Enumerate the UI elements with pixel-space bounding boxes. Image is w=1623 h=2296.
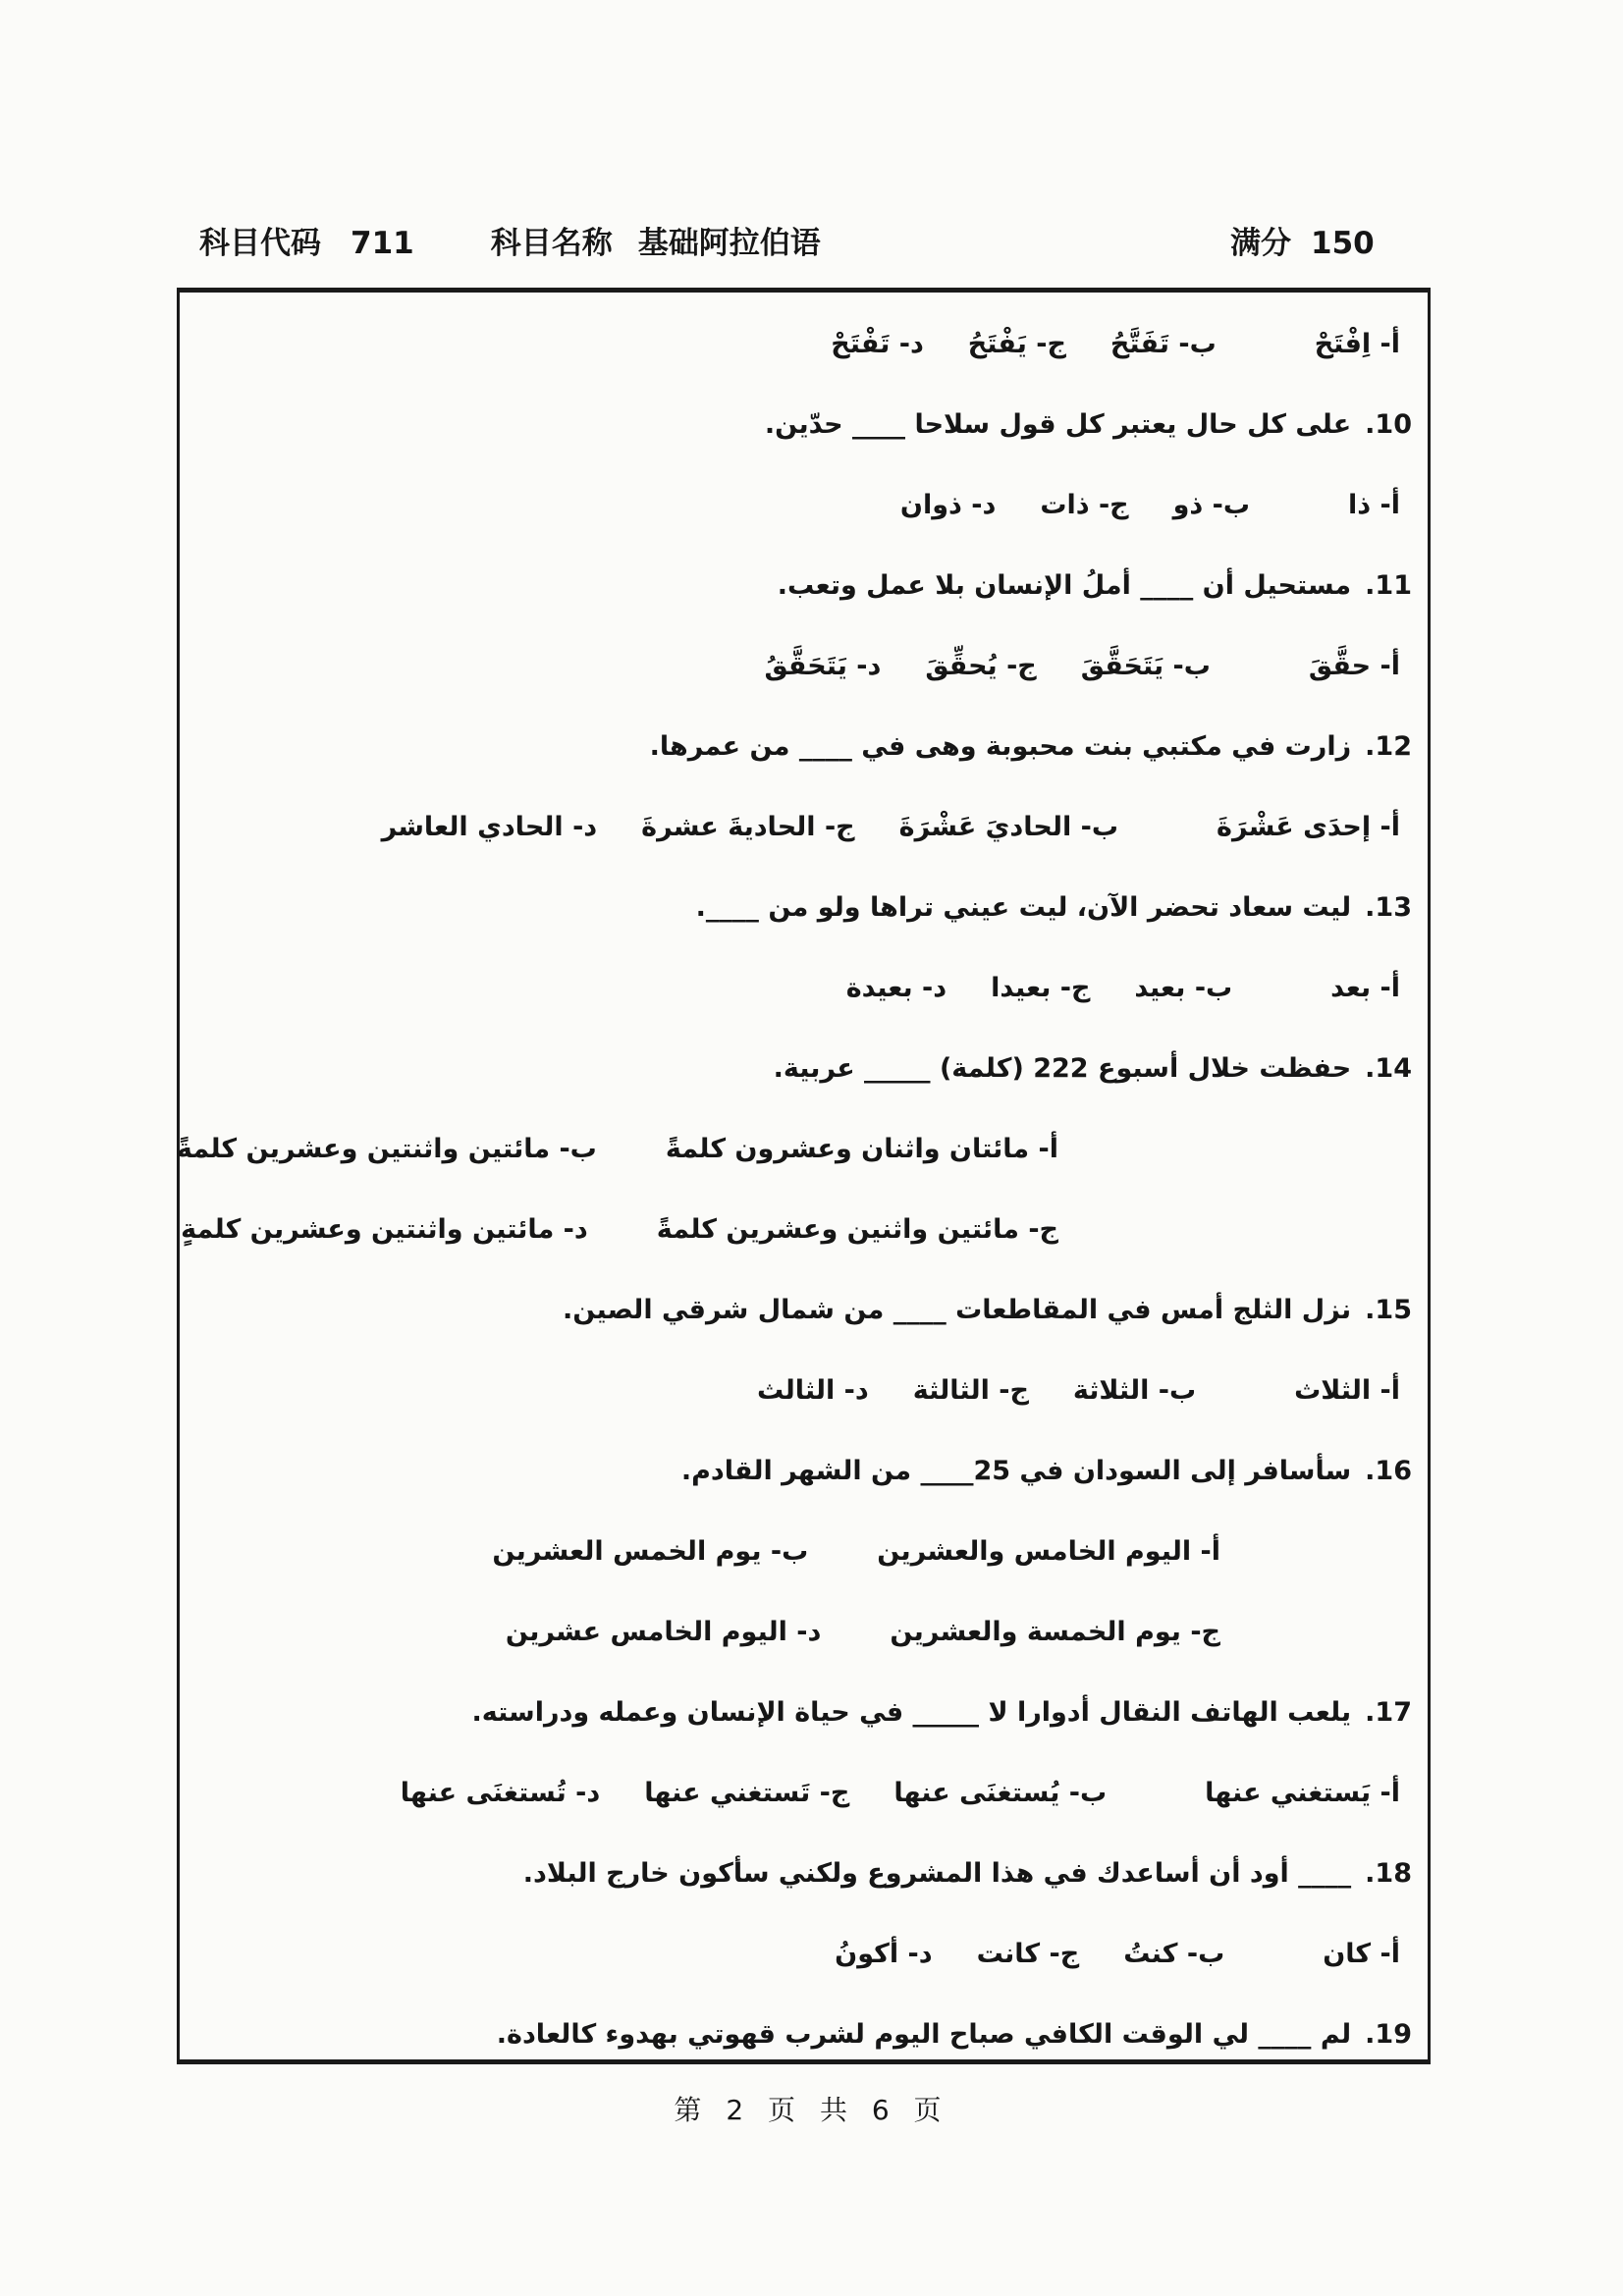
option-b: ب- مائتين واثنتين وعشرين كلمةً [176,1134,597,1164]
question-18-options-row [195,1934,1412,1975]
option-c: ج- مائتين واثنين وعشرين كلمةً [656,1214,1058,1245]
option-b: ب- كنتُ [1123,1939,1225,1969]
question-text: ____ أود أن أساعدك في هذا المشروع ولكني سأكون خارج البلاد. [522,1858,1352,1889]
question-15-options-row [195,1370,1412,1412]
question-text: حفظت خلال أسبوع 222 (كلمة) _____ عربية. [773,1053,1352,1084]
question-text: سأسافر إلى السودان في 25____ من الشهر القادم. [680,1456,1352,1486]
question-number: 10. [1365,409,1412,440]
option-c: ج- يوم الخمسة والعشرين [890,1617,1220,1647]
option-c: ج- الثالثة [912,1375,1029,1406]
question-number: 11. [1365,570,1412,601]
question-14-options-row-2 [181,1209,1412,1251]
option-b: ب- يَتَحَقَّقَ [1080,651,1211,681]
question-16-options-row-2 [195,1612,1412,1653]
page-footer [0,2089,1623,2128]
question-text: لم ____ لي الوقت الكافي صباح اليوم لشرب قهوتي بهدوء كالعادة. [496,2019,1352,2050]
subject-name-value: 基础阿拉伯语 [637,226,821,261]
question-17-options-row [195,1773,1412,1814]
full-score-value: 150 [1311,226,1375,261]
option-b: ب- الحاديَ عَشْرَةَ [898,812,1119,842]
option-b: ب- ذو [1172,490,1251,520]
option-b: ب- الثلاثة [1072,1375,1197,1406]
option-d: د- اليوم الخامس عشرين [505,1617,822,1647]
question-12-stem [195,726,1412,768]
question-number: 14. [1365,1053,1412,1084]
option-a: أ- كان [1323,1939,1400,1969]
question-text: على كل حال يعتبر كل قول سلاحا ____ حدّين. [764,409,1352,440]
question-11-stem [195,565,1412,607]
option-a: أ- اِفْتَحْ [1314,329,1400,359]
question-16-options-row-1 [195,1531,1412,1573]
question-15-stem [195,1290,1412,1331]
subject-code-label: 科目代码 [199,226,321,261]
option-b: ب- يوم الخمس العشرين [492,1536,809,1567]
question-17-stem [195,1692,1412,1734]
subject-code-value: 711 [351,226,414,261]
question-number: 18. [1365,1858,1412,1889]
question-text: زارت في مكتبي بنت محبوبة وهى في ____ من عمرها. [649,731,1352,762]
option-a: أ- اليوم الخامس والعشرين [877,1536,1220,1567]
question-13-stem [195,887,1412,929]
full-score-label: 满分 [1230,226,1291,261]
option-c: ج- الحاديةَ عشرةَ [641,812,855,842]
option-c: ج- ذات [1040,490,1129,520]
question-14-stem [195,1048,1412,1090]
question-13-options-row [195,968,1412,1009]
question-box [177,288,1431,2064]
question-11-options-row [195,646,1412,687]
page-header [0,218,1623,267]
option-d: د- الحادي العاشر [381,812,598,842]
option-d: د- ذوان [899,490,997,520]
page-indicator: 第 2 页 共 6 页 [674,2094,949,2126]
option-b: ب- بعيد [1134,973,1233,1003]
option-d: د- أكونُ [835,1939,933,1969]
question-text: يلعب الهاتف النقال أدوارا لا _____ في حياة الإنسان وعمله ودراسته. [471,1697,1352,1728]
option-d: د- تُستغنَى عنها [400,1778,601,1808]
question-18-stem [195,1853,1412,1895]
option-a: أ- حقَّقَ [1308,651,1400,681]
question-10-options-row [195,485,1412,526]
question-10-stem [195,404,1412,446]
option-a: أ- بعد [1330,973,1400,1003]
question-text: مستحيل أن ____ أملُ الإنسان بلا عمل وتعب. [777,570,1352,601]
question-number: 16. [1365,1456,1412,1486]
option-d: د- تَفْتَحْ [831,329,924,359]
question-number: 12. [1365,731,1412,762]
question-number: 19. [1365,2019,1412,2050]
option-d: د- بعيدة [845,973,947,1003]
option-a: أ- ذا [1348,490,1400,520]
question-16-stem [195,1451,1412,1492]
question-12-options-row [195,807,1412,848]
option-b: ب- تَفَتَّحُ [1109,329,1217,359]
question-19-stem [195,2014,1412,2056]
option-c: ج- بعيدا [991,973,1091,1003]
subject-name-label: 科目名称 [490,226,613,261]
option-c: ج- تَستغني عنها [644,1778,850,1808]
question-text: نزل الثلج أمس في المقاطعات ____ من شمال شرقي الصين. [563,1295,1352,1325]
subject-info [199,218,821,262]
option-b: ب- يُستغنَى عنها [893,1778,1108,1808]
option-d: د- يَتَحَقَّقُ [764,651,882,681]
option-c: ج- يَفْتَحُ [967,329,1066,359]
option-a: أ- يَستغني عنها [1205,1778,1400,1808]
option-c: ج- يُحقِّقَ [925,651,1037,681]
question-number: 15. [1365,1295,1412,1325]
option-d: د- الثالث [757,1375,869,1406]
option-a: أ- إحدَى عَشْرَةَ [1217,812,1400,842]
question-number: 13. [1365,892,1412,923]
question-number: 17. [1365,1697,1412,1728]
option-a: أ- مائتان واثنان وعشرون كلمةً [665,1134,1058,1164]
question-14-options-row-1 [176,1129,1412,1170]
question-9-options-row [195,324,1412,365]
option-c: ج- كانت [976,1939,1080,1969]
option-d: د- مائتين واثنتين وعشرين كلمةٍ [181,1214,588,1245]
question-text: ليت سعاد تحضر الآن، ليت عيني تراها ولو من ____. [695,892,1352,923]
full-score-info [1230,218,1375,262]
option-a: أ- الثلاث [1294,1375,1400,1406]
